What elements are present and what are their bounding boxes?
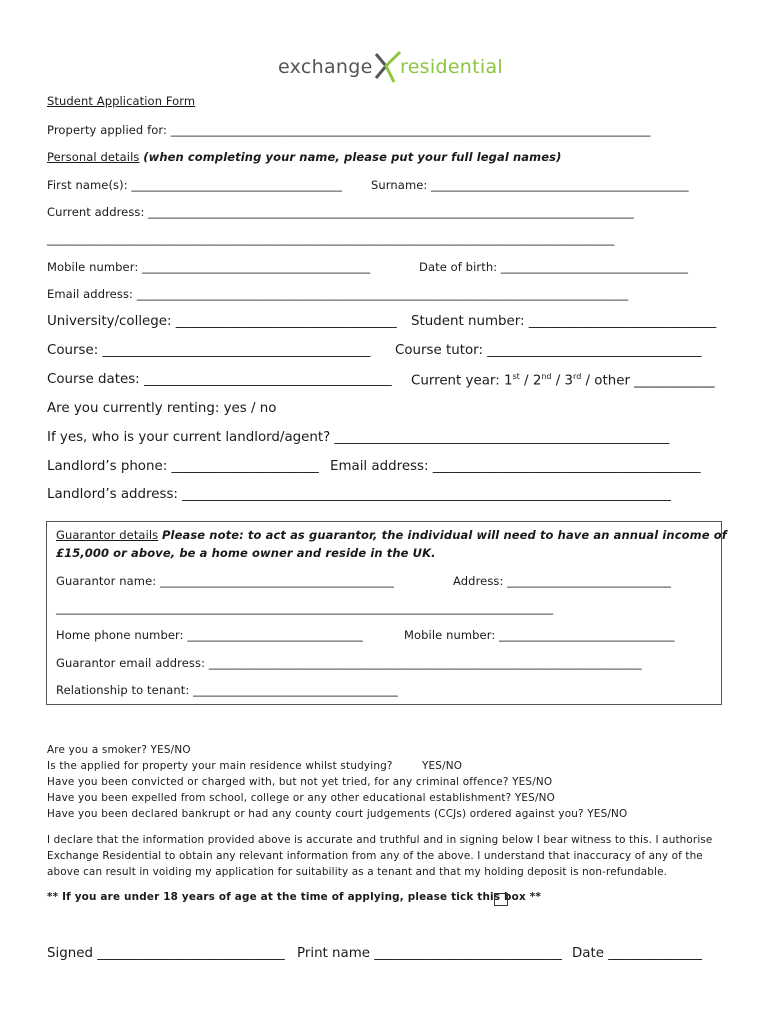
landlord-agent-field[interactable]: If yes, who is your current landlord/agent? __________________________________________________ <box>47 430 670 445</box>
email-address-field[interactable]: Email address: ____________________________________________________________________________________ <box>47 287 629 301</box>
landlord-phone-field[interactable]: Landlord’s phone: ______________________ <box>47 459 319 474</box>
current-year-rd: rd <box>573 372 582 381</box>
course-dates-field[interactable]: Course dates: _____________________________________ <box>47 372 392 387</box>
logo-chevron-icon <box>374 50 402 84</box>
guarantor-address-line2[interactable]: _____________________________________________________________________________________ <box>56 601 554 615</box>
bankrupt-question[interactable]: Have you been declared bankrupt or had any county court judgements (CCJs) ordered against you? YES/NO <box>47 808 628 820</box>
signed-field[interactable]: Signed ____________________________ <box>47 946 285 961</box>
current-year-prefix: Current year: 1 <box>411 373 513 389</box>
course-field[interactable]: Course: ________________________________________ <box>47 343 371 358</box>
criminal-question[interactable]: Have you been convicted or charged with, but not yet tried, for any criminal offence? YES/NO <box>47 776 553 788</box>
current-year-field[interactable] <box>411 372 715 388</box>
surname-field[interactable]: Surname: ____________________________________________ <box>371 178 689 192</box>
property-applied-field[interactable]: Property applied for: __________________________________________________________________________________ <box>47 123 651 137</box>
personal-details-label: Personal details <box>47 150 140 164</box>
mobile-number-field[interactable]: Mobile number: _______________________________________ <box>47 260 371 274</box>
under-18-notice: ** If you are under 18 years of age at the time of applying, please tick this box ** <box>47 891 541 903</box>
current-year-nd: nd <box>541 372 552 381</box>
smoker-question[interactable]: Are you a smoker? YES/NO <box>47 744 191 756</box>
form-title: Student Application Form <box>47 94 196 108</box>
current-year-suffix: / other ____________ <box>581 373 715 389</box>
guarantor-home-phone-field[interactable]: Home phone number: ______________________________ <box>56 628 363 642</box>
student-number-field[interactable]: Student number: ____________________________ <box>411 314 717 329</box>
guarantor-mobile-field[interactable]: Mobile number: ______________________________ <box>404 628 675 642</box>
current-address-line2[interactable]: _________________________________________________________________________________________________ <box>47 232 615 246</box>
under-18-checkbox[interactable] <box>494 893 508 906</box>
course-tutor-field[interactable]: Course tutor: ________________________________ <box>395 343 702 358</box>
guarantor-heading <box>56 528 727 542</box>
logo-text-exchange: exchange <box>278 56 373 78</box>
guarantor-note-line2: £15,000 or above, be a home owner and reside in the UK. <box>56 546 436 560</box>
guarantor-note-line1: Please note: to act as guarantor, the individual will need to have an annual income of <box>162 528 727 542</box>
landlord-address-field[interactable]: Landlord’s address: _________________________________________________________________________ <box>47 487 671 502</box>
print-name-field[interactable]: Print name ____________________________ <box>297 946 562 961</box>
university-field[interactable]: University/college: _________________________________ <box>47 314 397 329</box>
date-field[interactable]: Date ______________ <box>572 946 702 961</box>
current-year-st: st <box>512 372 520 381</box>
currently-renting-question[interactable]: Are you currently renting: yes / no <box>47 401 277 416</box>
date-of-birth-field[interactable]: Date of birth: ________________________________ <box>419 260 689 274</box>
guarantor-email-field[interactable]: Guarantor email address: __________________________________________________________________________ <box>56 656 642 670</box>
first-name-field[interactable]: First name(s): ____________________________________ <box>47 178 343 192</box>
guarantor-name-field[interactable]: Guarantor name: ________________________________________ <box>56 574 394 588</box>
main-residence-answer[interactable]: YES/NO <box>422 760 463 772</box>
guarantor-label: Guarantor details <box>56 528 159 542</box>
expelled-question[interactable]: Have you been expelled from school, college or any other educational establishment? YES/NO <box>47 792 556 804</box>
main-residence-question[interactable]: Is the applied for property your main residence whilst studying? <box>47 760 393 772</box>
declaration-text: I declare that the information provided above is accurate and truthful and in signing below I bear witness to this. I authorise Exchange Residential to obtain any relevant information from any of the above. I understand that inaccuracy of any of the above can result in voiding my application for suitability as a tenant and that my holding deposit is non-refundable. <box>47 834 713 878</box>
personal-details-note: (when completing your name, please put your full legal names) <box>143 150 562 164</box>
landlord-email-field[interactable]: Email address: ________________________________________ <box>330 459 701 474</box>
logo-text-residential: residential <box>400 56 504 78</box>
personal-details-heading <box>47 150 561 164</box>
guarantor-relationship-field[interactable]: Relationship to tenant: ___________________________________ <box>56 683 398 697</box>
current-year-m1: / 2 <box>519 373 542 389</box>
current-address-field[interactable]: Current address: ___________________________________________________________________________________ <box>47 205 634 219</box>
current-year-m2: / 3 <box>551 373 574 389</box>
guarantor-address-field[interactable]: Address: ____________________________ <box>453 574 672 588</box>
